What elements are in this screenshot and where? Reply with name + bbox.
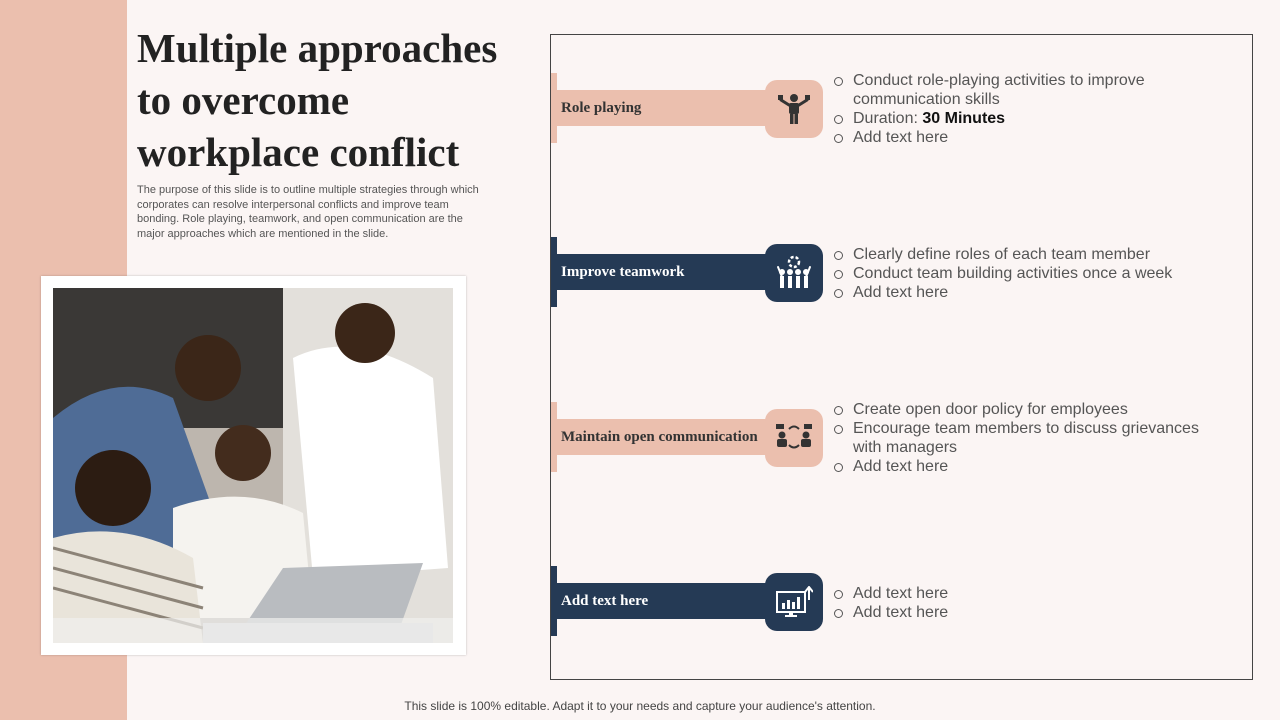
communication-icon <box>765 409 823 467</box>
bullet-item <box>833 109 1213 128</box>
bullet-item: Create open door policy for employees <box>833 400 1213 419</box>
approach-row-role-playing <box>551 72 1252 146</box>
slide-title: Multiple approaches to overcome workplace conflict <box>137 25 498 175</box>
approaches-panel <box>550 34 1253 680</box>
bullet-item: Clearly define roles of each team member <box>833 245 1213 264</box>
bullet-item: Add text here <box>833 128 1213 147</box>
approach-row-teamwork <box>551 237 1252 307</box>
approach-bullets <box>833 71 1213 147</box>
approach-row-communication <box>551 401 1252 475</box>
slide-description: The purpose of this slide is to outline multiple strategies through which corporates can resolve interpersonal conflicts and improve team bonding. Role playing, teamwork, and open communication are the major approaches which are mentioned in the slide. <box>137 184 479 240</box>
duration-prefix: Duration: <box>853 110 923 127</box>
teamwork-icon <box>765 244 823 302</box>
approach-bullets <box>833 584 1213 622</box>
approach-row-add-text <box>551 566 1252 636</box>
bullet-item: Encourage team members to discuss grievances with managers <box>833 419 1213 457</box>
approach-label: Improve teamwork <box>556 254 766 290</box>
footer-note: This slide is 100% editable. Adapt it to your needs and capture your audience's attention. <box>404 699 876 713</box>
growth-chart-icon <box>765 573 823 631</box>
bullet-item: Add text here <box>833 457 1213 476</box>
bullet-item: Add text here <box>833 283 1213 302</box>
photo-frame <box>41 276 466 655</box>
bullet-item: Conduct team building activities once a week <box>833 264 1213 283</box>
approach-label: Role playing <box>556 90 766 126</box>
approach-label: Maintain open communication <box>556 419 766 455</box>
bullet-item: Conduct role-playing activities to improve communication skills <box>833 71 1213 109</box>
role-play-icon <box>765 80 823 138</box>
duration-value: 30 Minutes <box>922 110 1006 127</box>
bullet-item: Add text here <box>833 584 1213 603</box>
bullet-item: Add text here <box>833 603 1213 622</box>
team-meeting-photo <box>53 288 453 643</box>
approach-bullets <box>833 400 1213 476</box>
approach-bullets <box>833 245 1213 302</box>
approach-label: Add text here <box>556 583 766 619</box>
